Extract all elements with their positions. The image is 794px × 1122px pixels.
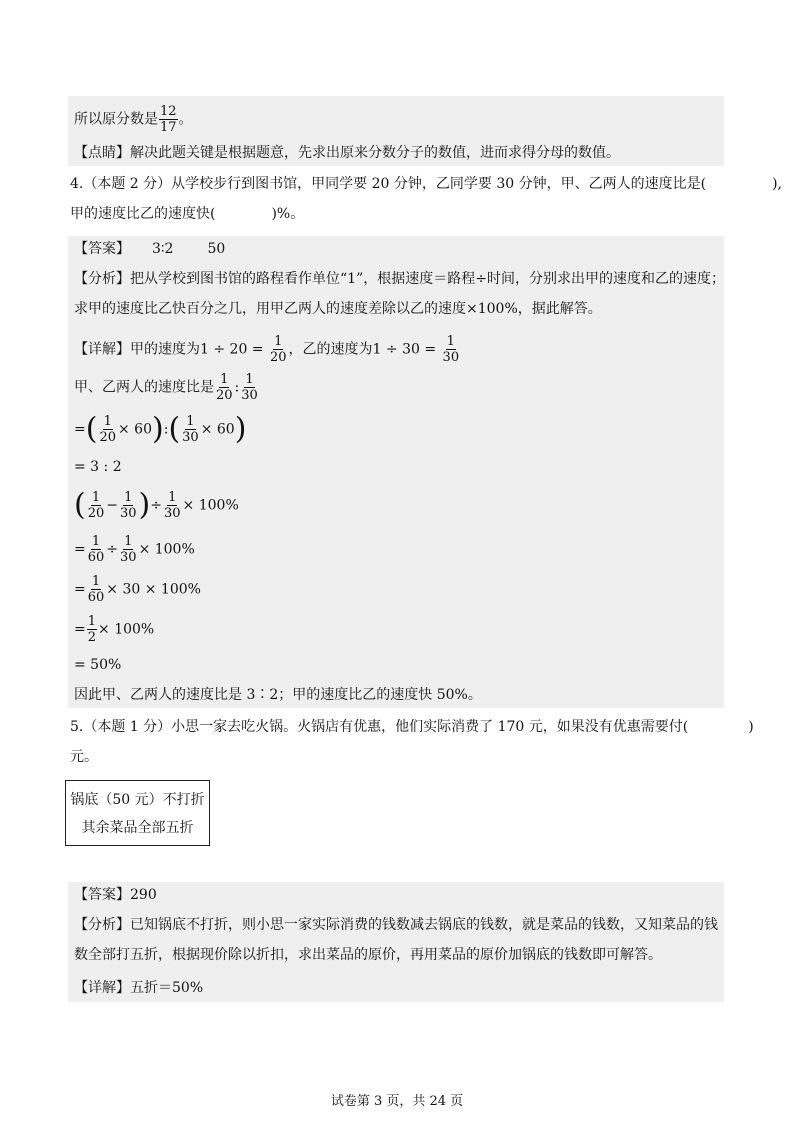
fraction: $\frac{1}{30}$ (120, 490, 137, 521)
q4-detail-line9: = 50% (74, 657, 122, 673)
fraction: $\frac{1}{30}$ (120, 534, 137, 565)
q4-analysis-line2: 求甲的速度比乙快百分之几，用甲乙两人的速度差除以乙的速度×100%，据此解答。 (74, 301, 602, 317)
q5-detail: 【详解】五折＝50% (74, 980, 204, 996)
q4-detail-line1: 【详解】甲的速度为1 ÷ 20 = $\frac{1}{20}$ ，乙的速度为1 ÷ 30 = $\frac{1}{30}$ (74, 334, 460, 365)
q5-answer: 【答案】290 (74, 887, 157, 903)
fraction: $\frac{1}{20}$ (87, 490, 105, 521)
fraction: $\frac{1}{30}$ (182, 414, 199, 445)
fraction: $\frac{1}{20}$ (216, 372, 233, 403)
q5-stem-line2: 元。 (70, 749, 98, 765)
fraction: $\frac{1}{20}$ (99, 414, 116, 445)
q4-detail-line4: = 3 : 2 (74, 459, 122, 475)
prev-answer-line: 所以原分数是 $\frac{12}{17}$ 。 (74, 104, 193, 135)
fraction: $\frac{1}{20}$ (270, 334, 287, 365)
fraction: $\frac{1}{2}$ (87, 614, 97, 645)
q4-answer: 【答案】 3∶2 50 (74, 241, 226, 257)
prev-tip: 【点睛】解决此题关键是根据题意，先求出原来分数分子的数值，进而求得分母的数值。 (74, 145, 620, 161)
q4-detail-line6: = $\frac{1}{60}$ ÷ $\frac{1}{30}$ × 100% (74, 534, 195, 565)
q4-stem-line1: 4.（本题 2 分）从学校步行到图书馆，甲同学要 20 分钟，乙同学要 30 分钟，甲、乙两人的速度比是( ), (70, 176, 782, 192)
fraction: $\frac{1}{30}$ (241, 372, 258, 403)
q4-detail-line2: 甲、乙两人的速度比是 $\frac{1}{20}$ : $\frac{1}{30}$ (74, 372, 258, 403)
fraction: $\frac{12}{17}$ (160, 104, 177, 135)
box-line2: 其余菜品全部五折 (81, 820, 194, 836)
box-line1: 锅底（50 元）不打折 (70, 792, 205, 808)
q4-detail-line8: = $\frac{1}{2}$ × 100% (74, 614, 155, 645)
fraction: $\frac{1}{30}$ (164, 490, 181, 521)
q4-analysis-line1: 【分析】把从学校到图书馆的路程看作单位“1”，根据速度＝路程÷时间，分别求出甲的速度和乙的速度； (74, 271, 725, 287)
q4-detail-line7: = $\frac{1}{60}$ × 30 × 100% (74, 574, 201, 605)
q5-stem-line1: 5.（本题 1 分）小思一家去吃火锅。火锅店有优惠，他们实际消费了 170 元，如果没有优惠需要付( ) (70, 719, 754, 735)
q5-analysis-line2: 数全部打五折，根据现价除以折扣，求出菜品的原价，再用菜品的原价加锅底的钱数即可解答。 (74, 947, 662, 963)
fraction: $\frac{1}{60}$ (87, 574, 105, 605)
q4-stem-line2: 甲的速度比乙的速度快( )%。 (70, 206, 305, 222)
page-footer: 试卷第 3 页，共 24 页 (330, 1094, 464, 1109)
fraction: $\frac{1}{30}$ (442, 334, 460, 365)
q4-conclusion: 因此甲、乙两人的速度比是 3∶2；甲的速度比乙的速度快 50%。 (74, 687, 482, 703)
q5-analysis-line1: 【分析】已知锅底不打折，则小思一家实际消费的钱数减去锅底的钱数，就是菜品的钱数，又知菜品的钱 (74, 917, 718, 933)
q4-detail-line5: ( $\frac{1}{20}$ − $\frac{1}{30}$ )÷ $\frac{1}{30}$ × 100% (74, 487, 239, 523)
fraction: $\frac{1}{60}$ (87, 534, 105, 565)
discount-notice-box (65, 780, 210, 846)
q4-detail-line3: =( $\frac{1}{20}$ × 60):( $\frac{1}{30}$ × 60) (74, 411, 247, 447)
